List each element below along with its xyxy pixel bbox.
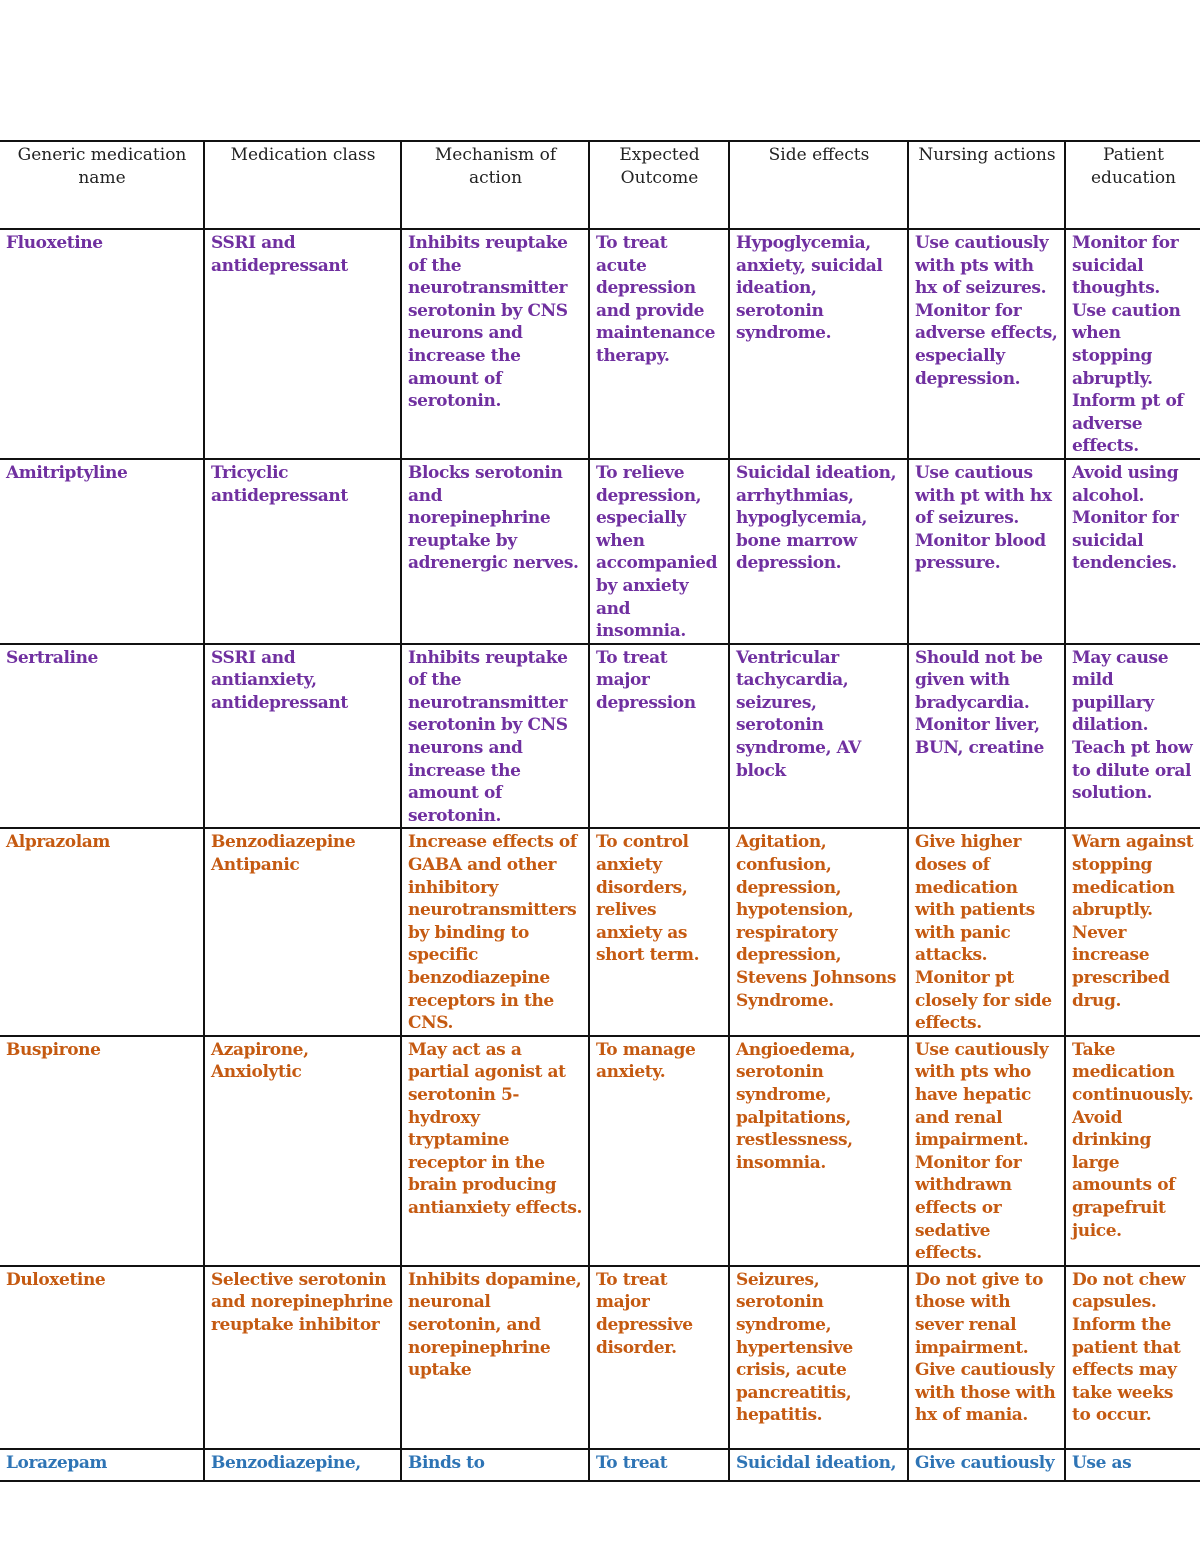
cell-mechanism: Increase effects of GABA and other inhibitory neurotransmitters by binding to specific benzodiazepine receptors in the CNS. — [401, 828, 589, 1035]
cell-name: Amitriptyline — [0, 459, 204, 644]
table-header-row — [0, 141, 1200, 229]
cell-side-effects: Suicidal ideation, — [729, 1449, 908, 1481]
cell-nursing: Use cautiously with pts who have hepatic and renal impairment. Monitor for withdrawn effects or sedative effects. — [908, 1036, 1065, 1266]
cell-outcome: To treat — [589, 1449, 729, 1481]
cell-class: Tricyclic antidepressant — [204, 459, 401, 644]
cell-education: Warn against stopping medication abruptly. Never increase prescribed drug. — [1065, 828, 1200, 1035]
cell-mechanism: May act as a partial agonist at serotonin 5-hydroxy tryptamine receptor in the brain producing antianxiety effects. — [401, 1036, 589, 1266]
cell-name: Buspirone — [0, 1036, 204, 1266]
cell-nursing: Do not give to those with sever renal impairment. Give cautiously with those with hx of mania. — [908, 1266, 1065, 1449]
cell-education: Do not chew capsules. Inform the patient that effects may take weeks to occur. — [1065, 1266, 1200, 1449]
cell-name: Duloxetine — [0, 1266, 204, 1449]
cell-mechanism: Binds to — [401, 1449, 589, 1481]
cell-side-effects: Seizures, serotonin syndrome, hypertensive crisis, acute pancreatitis, hepatitis. — [729, 1266, 908, 1449]
cell-mechanism: Inhibits reuptake of the neurotransmitter serotonin by CNS neurons and increase the amount of serotonin. — [401, 229, 589, 459]
cell-name: Sertraline — [0, 644, 204, 829]
cell-class: SSRI and antidepressant — [204, 229, 401, 459]
cell-education: Monitor for suicidal thoughts. Use caution when stopping abruptly. Inform pt of adverse effects. — [1065, 229, 1200, 459]
header-nursing-actions: Nursing actions — [908, 141, 1065, 229]
cell-class: Benzodiazepine, — [204, 1449, 401, 1481]
table-row — [0, 1449, 1200, 1481]
header-generic-name: Generic medication name — [0, 141, 204, 229]
table-row — [0, 1266, 1200, 1449]
cell-class: SSRI and antianxiety, antidepressant — [204, 644, 401, 829]
cell-side-effects: Ventricular tachycardia, seizures, serotonin syndrome, AV block — [729, 644, 908, 829]
cell-mechanism: Blocks serotonin and norepinephrine reuptake by adrenergic nerves. — [401, 459, 589, 644]
table-row — [0, 459, 1200, 644]
cell-class: Benzodiazepine Antipanic — [204, 828, 401, 1035]
cell-outcome: To control anxiety disorders, relives anxiety as short term. — [589, 828, 729, 1035]
table-row — [0, 229, 1200, 459]
table-row — [0, 644, 1200, 829]
cell-mechanism: Inhibits reuptake of the neurotransmitter serotonin by CNS neurons and increase the amount of serotonin. — [401, 644, 589, 829]
medication-table — [0, 140, 1200, 1482]
cell-side-effects: Angioedema, serotonin syndrome, palpitations, restlessness, insomnia. — [729, 1036, 908, 1266]
header-medication-class: Medication class — [204, 141, 401, 229]
cell-name: Fluoxetine — [0, 229, 204, 459]
cell-name: Alprazolam — [0, 828, 204, 1035]
cell-nursing: Should not be given with bradycardia. Monitor liver, BUN, creatine — [908, 644, 1065, 829]
cell-outcome: To treat acute depression and provide maintenance therapy. — [589, 229, 729, 459]
cell-nursing: Give cautiously — [908, 1449, 1065, 1481]
cell-name: Lorazepam — [0, 1449, 204, 1481]
cell-outcome: To treat major depressive disorder. — [589, 1266, 729, 1449]
cell-side-effects: Agitation, confusion, depression, hypotension, respiratory depression, Stevens Johnsons Syndrome. — [729, 828, 908, 1035]
cell-outcome: To manage anxiety. — [589, 1036, 729, 1266]
cell-outcome: To treat major depression — [589, 644, 729, 829]
cell-class: Selective serotonin and norepinephrine reuptake inhibitor — [204, 1266, 401, 1449]
header-patient-education: Patient education — [1065, 141, 1200, 229]
table-row — [0, 1036, 1200, 1266]
header-mechanism: Mechanism of action — [401, 141, 589, 229]
cell-nursing: Give higher doses of medication with patients with panic attacks. Monitor pt closely for side effects. — [908, 828, 1065, 1035]
cell-nursing: Use cautious with pt with hx of seizures. Monitor blood pressure. — [908, 459, 1065, 644]
header-expected-outcome: Expected Outcome — [589, 141, 729, 229]
header-side-effects: Side effects — [729, 141, 908, 229]
cell-nursing: Use cautiously with pts with hx of seizures. Monitor for adverse effects, especially depression. — [908, 229, 1065, 459]
cell-side-effects: Suicidal ideation, arrhythmias, hypoglycemia, bone marrow depression. — [729, 459, 908, 644]
cell-side-effects: Hypoglycemia, anxiety, suicidal ideation, serotonin syndrome. — [729, 229, 908, 459]
cell-education: Use as — [1065, 1449, 1200, 1481]
cell-mechanism: Inhibits dopamine, neuronal serotonin, and norepinephrine uptake — [401, 1266, 589, 1449]
cell-class: Azapirone, Anxiolytic — [204, 1036, 401, 1266]
cell-education: May cause mild pupillary dilation. Teach pt how to dilute oral solution. — [1065, 644, 1200, 829]
cell-education: Avoid using alcohol. Monitor for suicidal tendencies. — [1065, 459, 1200, 644]
table-row — [0, 828, 1200, 1035]
cell-education: Take medication continuously. Avoid drinking large amounts of grapefruit juice. — [1065, 1036, 1200, 1266]
cell-outcome: To relieve depression, especially when accompanied by anxiety and insomnia. — [589, 459, 729, 644]
